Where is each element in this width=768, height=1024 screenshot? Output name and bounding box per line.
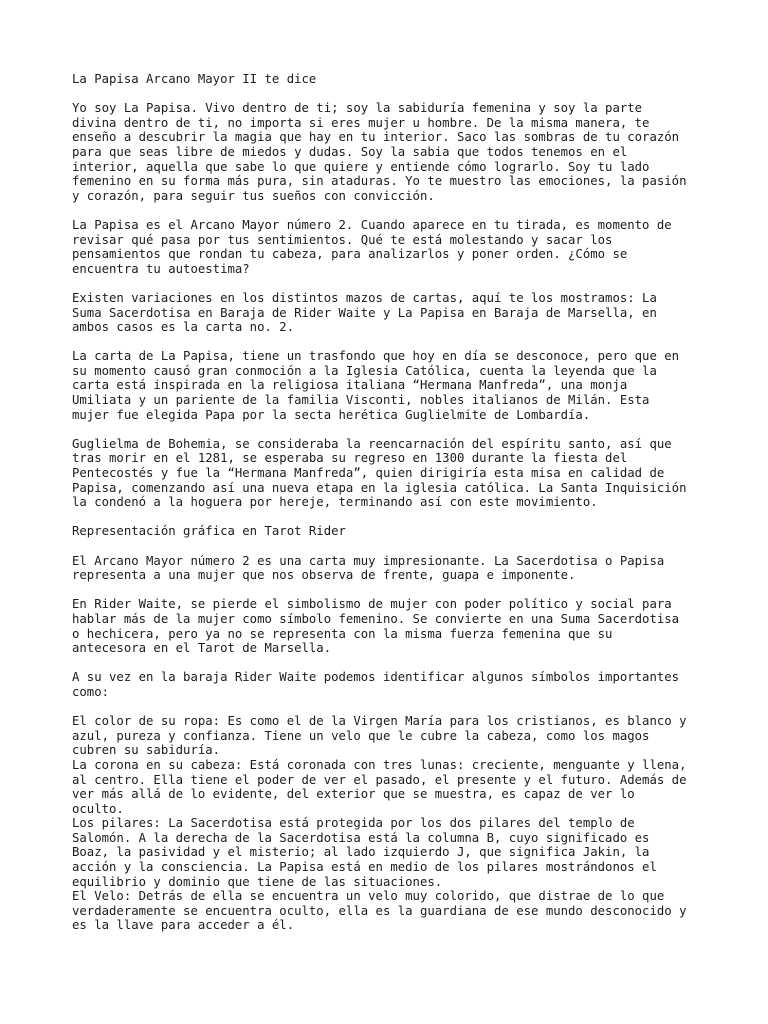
- paragraph-rider-waite: En Rider Waite, se pierde el simbolismo de mujer con poder político y social para hablar más de la mujer como símbolo femenino. Se convierte en una Suma Sacerdotisa o hechicera, pero ya no se representa con la misma fuerza femenina que su antecesora en el Tarot de Marsella.: [72, 597, 680, 656]
- symbol-item-clothing: El color de su ropa: Es como el de la Virgen María para los cristianos, es blanco y azul, pureza y confianza. Tiene un velo que le cubre la cabeza, como los magos cubren su sabiduría.: [72, 714, 687, 758]
- symbol-item-veil: El Velo: Detrás de ella se encuentra un velo muy colorido, que distrae de lo que verdaderamente se encuentra oculto, ella es la guardiana de ese mundo desconocido y es la llave para acceder a él.: [72, 889, 687, 933]
- paragraph-history: La carta de La Papisa, tiene un trasfondo que hoy en día se desconoce, pero que en su momento causó gran conmoción a la Iglesia Católica, cuenta la leyenda que la carta está inspirada en la religiosa italiana “Hermana Manfreda”, una monja Umiliata y un pariente de la familia Visconti, nobles italianos de Milán. Esta mujer fue elegida Papa por la secta herética Guglielmite de Lombardía.: [72, 349, 680, 422]
- paragraph-variations: Existen variaciones en los distintos mazos de cartas, aquí te los mostramos: La Suma Sacerdotisa en Baraja de Rider Waite y La Papisa en Baraja de Marsella, en ambos casos es la carta no. 2.: [72, 290, 657, 335]
- document-page: [72, 72, 702, 933]
- symbol-item-pillars: Los pilares: La Sacerdotisa está protegida por los dos pilares del templo de Salomón. A la derecha de la Sacerdotisa está la columna B, cuyo significado es Boaz, la pasividad y el misterio; al lado izquierdo J, que significa Jakin, la acción y la consciencia. La Papisa está en medio de los pilares mostrándonos el equilibrio y dominio que tiene de las situaciones.: [72, 816, 657, 889]
- paragraph-guglielma: Guglielma de Bohemia, se consideraba la reencarnación del espíritu santo, así que tras morir en el 1281, se esperaba su regreso en 1300 durante la fiesta del Pentecostés y fue la “Hermana Manfreda”, quien dirigiría esta misa en calidad de Papisa, comenzando así una nueva etapa en la iglesia católica. La Santa Inquisición la condenó a la hoguera por hereje, terminando así con este movimiento.: [72, 436, 687, 510]
- paragraph-arcano-number: La Papisa es el Arcano Mayor número 2. Cuando aparece en tu tirada, es momento de revisar qué pasa por tus sentimientos. Qué te está molestando y sacar los pensamientos que rondan tu cabeza, para analizarlos y poner orden. ¿Cómo se encuentra tu autoestima?: [72, 217, 672, 276]
- section-heading: Representación gráfica en Tarot Rider: [72, 524, 346, 539]
- paragraph-intro: Yo soy La Papisa. Vivo dentro de ti; soy la sabiduría femenina y soy la parte divina dentro de ti, no importa si eres mujer u hombre. De la misma manera, te enseño a descubrir la magia que hay en tu interior. Saco las sombras de tu corazón para que seas libre de miedos y dudas. Soy la sabia que todos tenemos en el interior, aquella que sabe lo que quiere y entiende cómo lograrlo. Soy tu lado femenino en su forma más pura, sin ataduras. Yo te muestro las emociones, la pasión y corazón, para seguir tus sueños con convicción.: [72, 101, 687, 203]
- symbol-item-crown: La corona en su cabeza: Está coronada con tres lunas: creciente, menguante y llena, al centro. Ella tiene el poder de ver el pasado, el presente y el futuro. Además de ver más allá de lo evidente, del exterior que se muestra, es capaz de ver lo oculto.: [72, 757, 687, 816]
- paragraph-symbols-intro: A su vez en la baraja Rider Waite podemos identificar algunos símbolos importantes como:: [72, 670, 680, 699]
- document-title: La Papisa Arcano Mayor II te dice: [72, 72, 317, 86]
- paragraph-description: El Arcano Mayor número 2 es una carta muy impresionante. La Sacerdotisa o Papisa representa a una mujer que nos observa de frente, guapa e imponente.: [72, 553, 665, 583]
